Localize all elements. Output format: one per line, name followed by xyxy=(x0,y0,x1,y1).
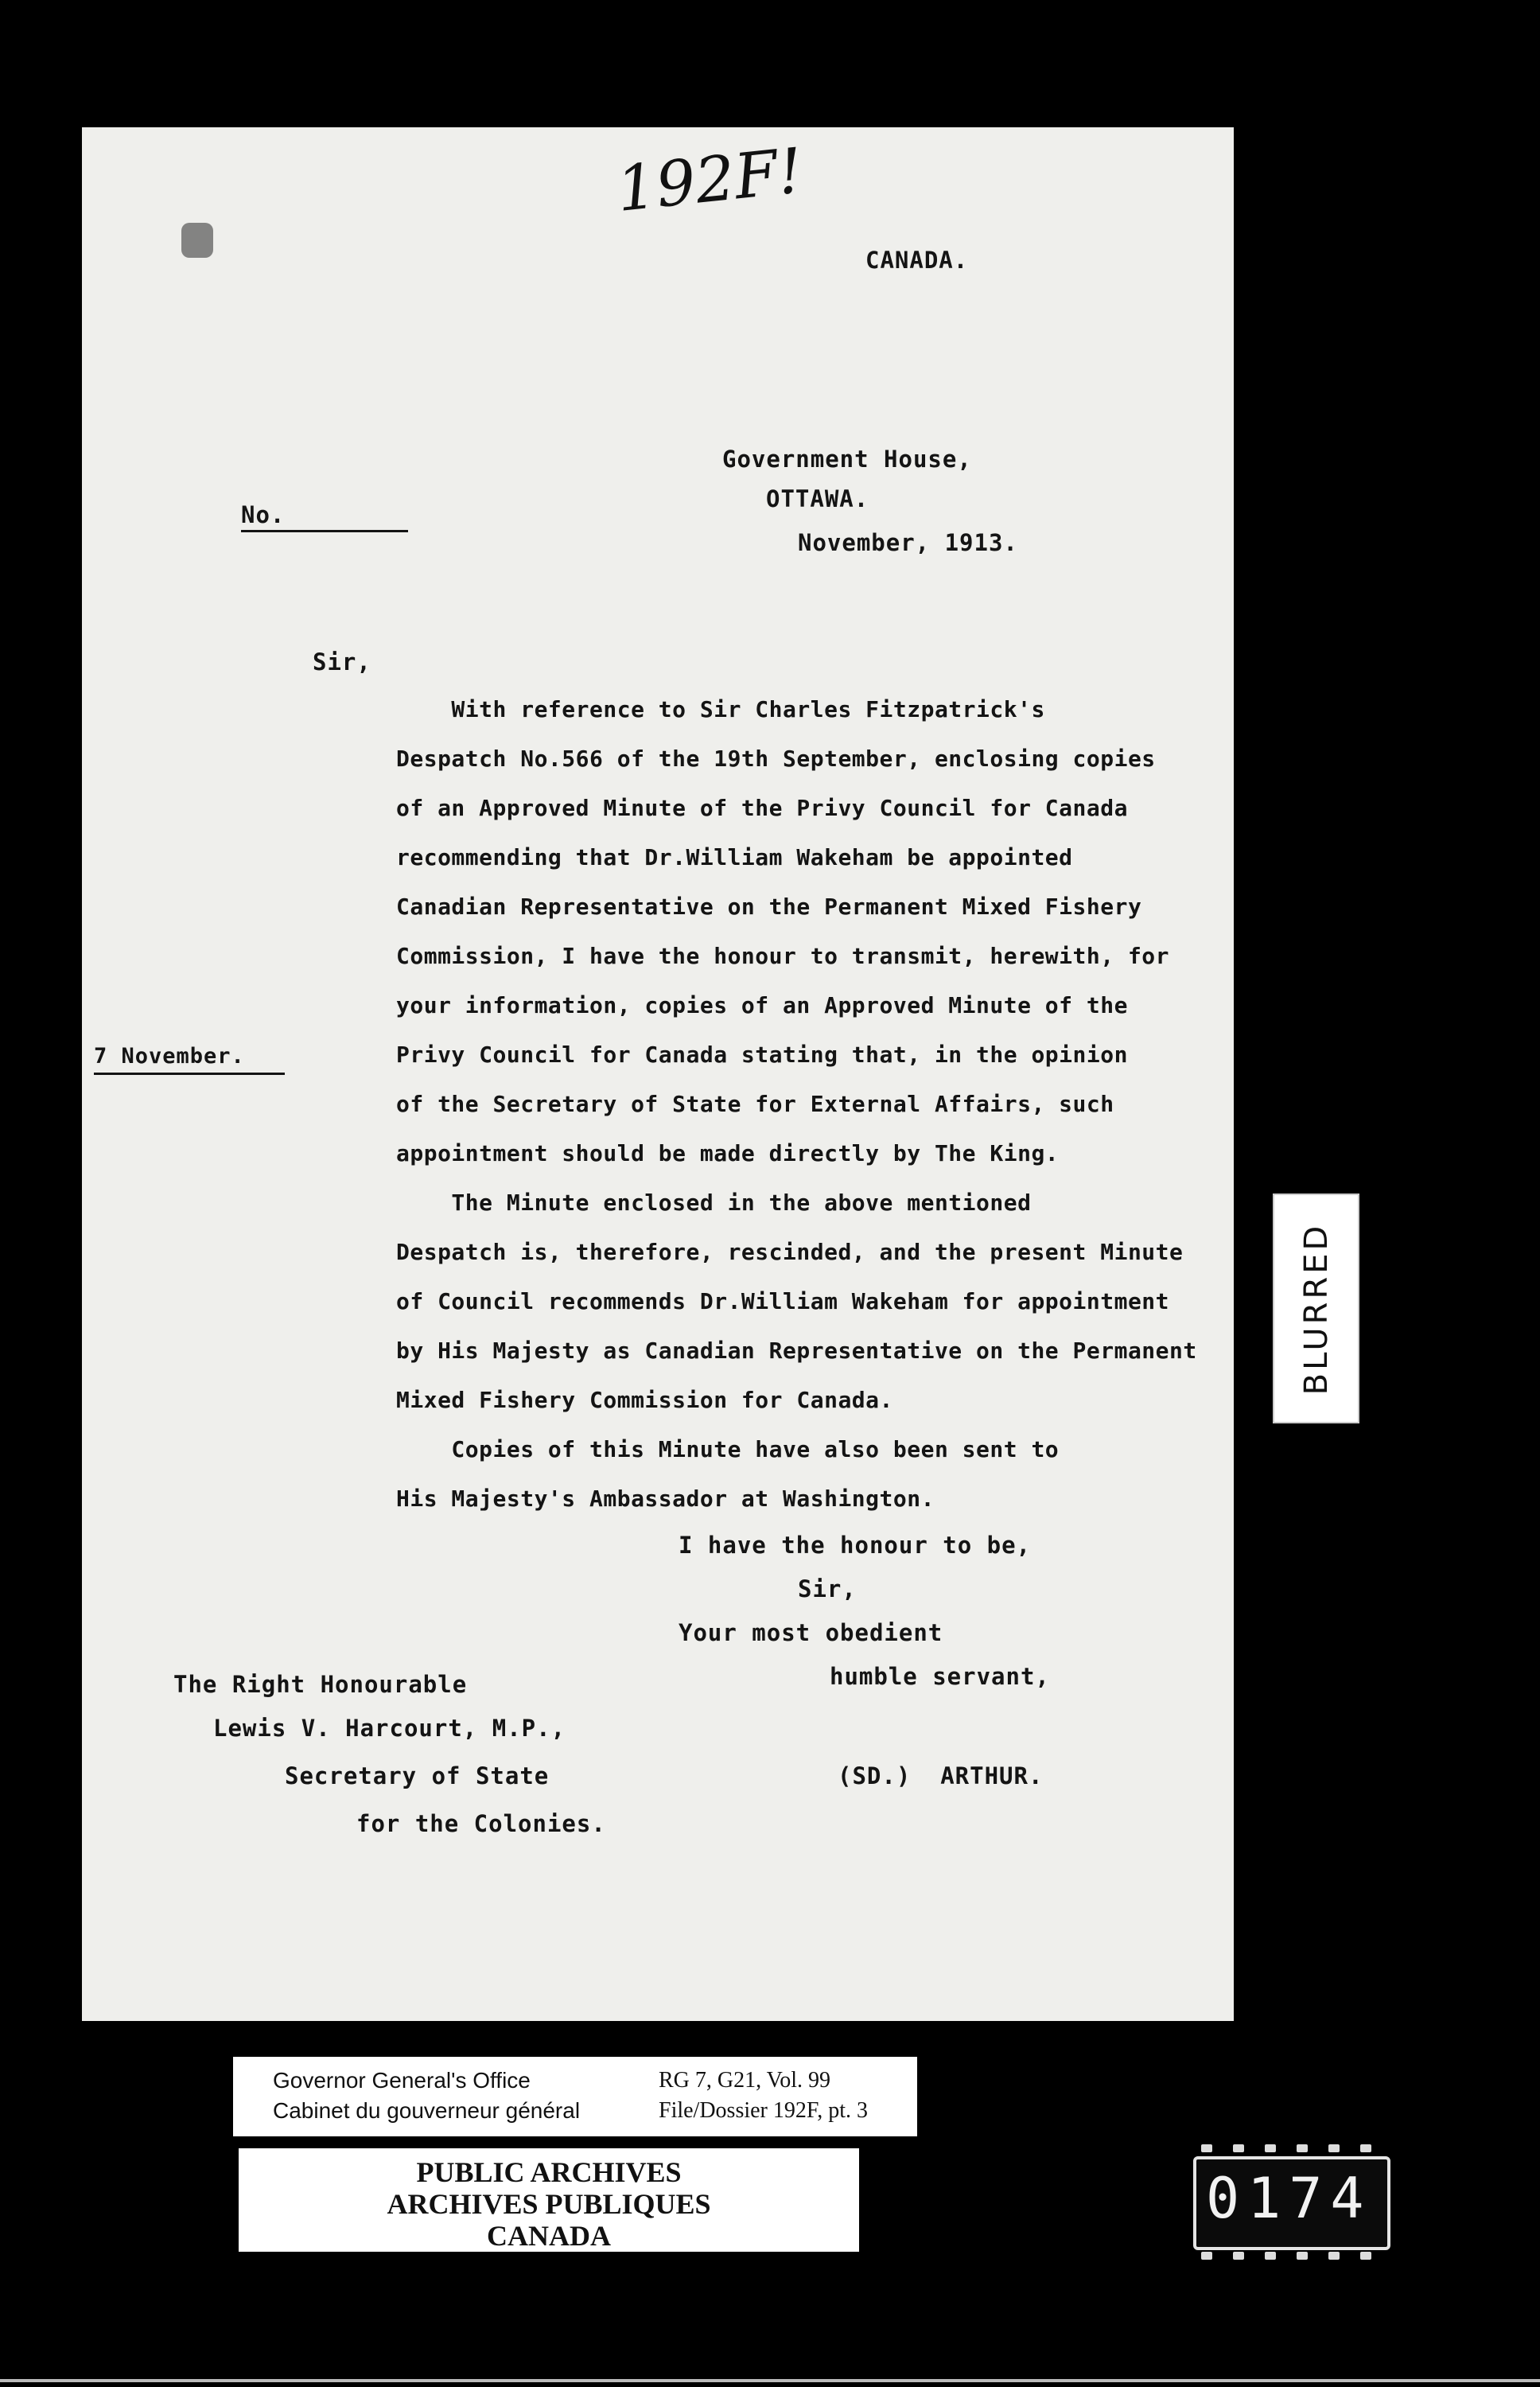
body-line: Mixed Fishery Commission for Canada. xyxy=(396,1387,893,1413)
body-line: Commission, I have the honour to transmit, herewith, for xyxy=(396,943,1170,969)
address-line-house: Government House, xyxy=(722,446,972,473)
margin-note-date: 7 November. xyxy=(94,1044,245,1069)
archive-office-en: Governor General's Office xyxy=(273,2068,531,2093)
film-perforation xyxy=(1233,2252,1244,2260)
film-perforation xyxy=(1201,2252,1212,2260)
addressee-line: The Right Honourable xyxy=(173,1671,468,1698)
film-perforation xyxy=(1233,2144,1244,2152)
blurred-stamp-text: BLURRED xyxy=(1297,1222,1335,1395)
body-line: Canadian Representative on the Permanent Mixed Fishery xyxy=(396,894,1142,920)
handwritten-file-number: 192F! xyxy=(612,134,807,227)
addressee-line: Secretary of State xyxy=(285,1762,550,1789)
body-line: of an Approved Minute of the Privy Council for Canada xyxy=(396,795,1128,821)
closing-line: I have the honour to be, xyxy=(679,1532,1032,1559)
body-line: of the Secretary of State for External Affairs, such xyxy=(396,1091,1114,1117)
archives-banner-line: ARCHIVES PUBLIQUES xyxy=(387,2188,711,2220)
film-perforation xyxy=(1360,2252,1371,2260)
closing-line: Your most obedient xyxy=(679,1619,943,1646)
film-perforation xyxy=(1265,2144,1276,2152)
address-line-date: November, 1913. xyxy=(798,529,1018,556)
film-perforation xyxy=(1360,2144,1371,2152)
body-line: of Council recommends Dr.William Wakeham for appointment xyxy=(396,1288,1170,1314)
heading-country: CANADA. xyxy=(865,247,969,274)
no-label: No. xyxy=(241,501,286,528)
body-line: The Minute enclosed in the above mentioned xyxy=(396,1190,1032,1216)
closing-line: Sir, xyxy=(798,1575,857,1602)
body-line: Despatch is, therefore, rescinded, and the present Minute xyxy=(396,1239,1184,1265)
blurred-stamp xyxy=(1273,1194,1359,1423)
body-line: With reference to Sir Charles Fitzpatrick's xyxy=(396,696,1045,722)
body-line: by His Majesty as Canadian Representative on the Permanent xyxy=(396,1338,1197,1364)
body-line: recommending that Dr.William Wakeham be appointed xyxy=(396,844,1073,870)
archive-ref-file: File/Dossier 192F, pt. 3 xyxy=(659,2098,868,2123)
body-line: Privy Council for Canada stating that, in the opinion xyxy=(396,1042,1128,1068)
bottom-film-edge xyxy=(0,2379,1540,2382)
document-page xyxy=(82,127,1234,2021)
archives-banner-line: CANADA xyxy=(487,2220,611,2252)
address-line-city: OTTAWA. xyxy=(766,485,869,512)
film-perforation xyxy=(1201,2144,1212,2152)
body-line: His Majesty's Ambassador at Washington. xyxy=(396,1486,935,1512)
film-perforation xyxy=(1297,2252,1308,2260)
margin-note-underline xyxy=(94,1073,285,1075)
film-perforation xyxy=(1297,2144,1308,2152)
archives-banner-line: PUBLIC ARCHIVES xyxy=(416,2156,682,2188)
archive-reference-label xyxy=(233,2057,917,2136)
film-perforation xyxy=(1328,2252,1340,2260)
addressee-line: Lewis V. Harcourt, M.P., xyxy=(213,1715,566,1742)
archive-ref-rg: RG 7, G21, Vol. 99 xyxy=(659,2068,831,2093)
body-line: appointment should be made directly by The King. xyxy=(396,1140,1060,1166)
body-line: your information, copies of an Approved Minute of the xyxy=(396,992,1128,1018)
body-line: Despatch No.566 of the 19th September, enclosing copies xyxy=(396,746,1156,772)
frame-number: 0174 xyxy=(1206,2166,1372,2231)
no-underline xyxy=(241,530,408,532)
paper-corner-mark xyxy=(181,223,213,258)
closing-line: humble servant, xyxy=(830,1663,1050,1690)
film-perforation xyxy=(1328,2144,1340,2152)
salutation: Sir, xyxy=(313,648,371,676)
body-line: Copies of this Minute have also been sent to xyxy=(396,1436,1060,1462)
microfilm-frame-counter xyxy=(1193,2156,1390,2250)
signature: (SD.) ARTHUR. xyxy=(838,1762,1044,1789)
archives-banner xyxy=(239,2148,859,2252)
archive-office-fr: Cabinet du gouverneur général xyxy=(273,2098,581,2123)
addressee-line: for the Colonies. xyxy=(356,1810,606,1837)
film-perforation xyxy=(1265,2252,1276,2260)
